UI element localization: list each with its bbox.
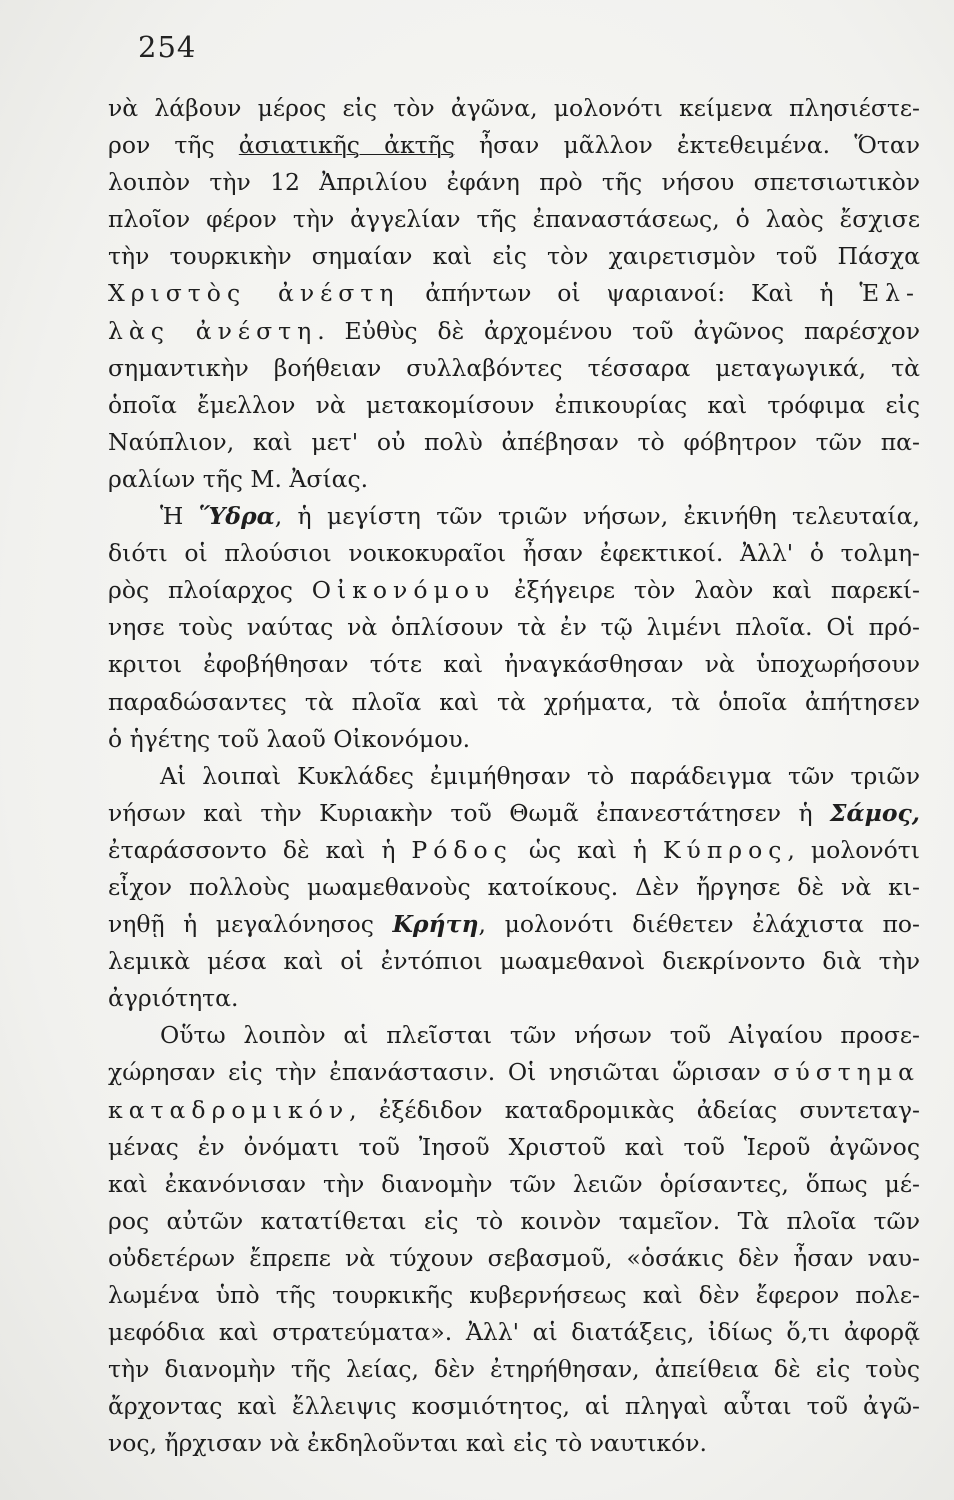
text-line xyxy=(108,869,920,906)
text-segment: ἀγριότητα. xyxy=(108,984,239,1013)
text-line xyxy=(108,424,920,461)
text-segment: λὰς ἀνέστη xyxy=(108,316,318,345)
text-segment: ρος αὐτῶν κατατίθεται εἰς τὸ κοινὸν ταμεῖον. Τὰ πλοῖα τῶν xyxy=(108,1206,920,1235)
text-segment: ἐταράσσοντο δὲ καὶ ἡ xyxy=(108,835,412,864)
text-line xyxy=(108,238,920,275)
text-line xyxy=(108,943,920,980)
text-line xyxy=(108,1092,920,1129)
text-segment: ρον τῆς xyxy=(108,131,239,160)
page-number: 254 xyxy=(138,30,197,64)
text-segment: ὡς καὶ ἡ xyxy=(512,835,663,864)
text-line xyxy=(108,1017,920,1054)
text-line xyxy=(108,646,920,683)
body-text xyxy=(108,90,920,1462)
text-segment: Κρήτη xyxy=(392,910,479,939)
text-segment: ὁποῖα ἔμελλον νὰ μετακομίσουν ἐπικουρίας καὶ τρόφιμα εἰς xyxy=(108,390,920,419)
text-segment: ἦσαν μᾶλλον ἐκτεθειμένα. Ὅταν xyxy=(454,131,920,160)
text-segment: πλοῖον φέρον τὴν ἀγγελίαν τῆς ἐπαναστάσεως, ὁ λαὸς ἔσχισε xyxy=(108,205,920,234)
text-line xyxy=(108,164,920,201)
text-line xyxy=(108,1314,920,1351)
text-segment: ραλίων τῆς Μ. Ἀσίας. xyxy=(108,464,369,493)
text-segment: Οὕτω λοιπὸν αἱ πλεῖσται τῶν νήσων τοῦ Αἰγαίου προσε- xyxy=(160,1021,920,1050)
text-line xyxy=(108,832,920,869)
text-segment: Ρόδος xyxy=(411,835,513,864)
text-segment: , μολονότι xyxy=(787,835,920,864)
text-line xyxy=(108,684,920,721)
text-segment: νησε τοὺς ναύτας νὰ ὁπλίσουν τὰ ἐν τῷ λιμένι πλοῖα. Οἱ πρό- xyxy=(108,613,920,642)
text-segment: Οἰκονόμου xyxy=(311,576,496,605)
text-segment: Ναύπλιον, καὶ μετ' οὐ πολὺ ἀπέβησαν τὸ φόβητρον τῶν πα- xyxy=(108,427,920,456)
text-line xyxy=(108,609,920,646)
text-line xyxy=(108,90,920,127)
text-segment: τὴν τουρκικὴν σημαίαν καὶ εἰς τὸν χαιρετισμὸν τοῦ Πάσχα xyxy=(108,242,920,271)
text-line xyxy=(108,1054,920,1091)
text-segment: λωμένα ὑπὸ τῆς τουρκικῆς κυβερνήσεως καὶ δὲν ἔφερον πολε- xyxy=(108,1281,920,1309)
text-segment: , ἡ μεγίστη τῶν τριῶν νήσων, ἐκινήθη τελευταία, xyxy=(274,502,920,531)
text-segment: . Εὐθὺς δὲ ἀρχομένου τοῦ ἀγῶνος παρέσχον xyxy=(317,316,920,345)
text-line xyxy=(108,498,920,535)
text-line xyxy=(108,1240,920,1277)
text-line xyxy=(108,980,920,1017)
text-segment: ἀσιατικῆς ἀκτῆς xyxy=(238,131,455,160)
text-segment: ρὸς πλοίαρχος xyxy=(108,576,312,605)
text-line xyxy=(108,1425,920,1462)
text-segment: ἄρχοντας καὶ ἔλλειψις κοσμιότητος, αἱ πληγαὶ αὗται τοῦ ἀγῶ- xyxy=(108,1392,920,1421)
text-segment: λεμικὰ μέσα καὶ οἱ ἐντόπιοι μωαμεθανοὶ διεκρίνοντο διὰ τὴν xyxy=(108,947,920,976)
text-segment: , μολονότι διέθετεν ἐλάχιστα πο- xyxy=(478,910,920,939)
text-line xyxy=(108,127,920,164)
text-segment: μένας ἐν ὀνόματι τοῦ Ἰησοῦ Χριστοῦ καὶ τοῦ Ἱεροῦ ἀγῶνος xyxy=(108,1132,920,1161)
text-line xyxy=(108,721,920,758)
text-line xyxy=(108,1203,920,1240)
text-segment: Ὕδρα xyxy=(198,502,275,531)
text-segment: παραδώσαντες τὰ πλοῖα καὶ τὰ χρήματα, τὰ ὁποῖα ἀπήτησεν xyxy=(108,687,920,716)
text-line xyxy=(108,535,920,572)
text-segment: νηθῇ ἡ μεγαλόνησος xyxy=(108,910,393,939)
text-line xyxy=(108,758,920,795)
text-line xyxy=(108,1166,920,1203)
text-segment: Κύπρος xyxy=(663,835,788,864)
text-segment: νὰ λάβουν μέρος εἰς τὸν ἀγῶνα, μολονότι κείμενα πλησιέστε- xyxy=(108,94,920,122)
text-line xyxy=(108,906,920,943)
text-segment: Αἱ λοιπαὶ Κυκλάδες ἐμιμήθησαν τὸ παράδειγμα τῶν τριῶν xyxy=(160,761,920,790)
text-segment: Ἑλ- xyxy=(859,279,920,308)
text-line xyxy=(108,350,920,387)
text-line xyxy=(108,387,920,424)
text-segment: ἀπήντων οἱ ψαριανοί: Καὶ ἡ xyxy=(399,279,860,308)
text-line xyxy=(108,1129,920,1166)
text-segment: ὁ ἡγέτης τοῦ λαοῦ Οἰκονόμου. xyxy=(108,724,471,753)
text-segment: διότι οἱ πλούσιοι νοικοκυραῖοι ἦσαν ἐφεκτικοί. Ἀλλ' ὁ τολμη- xyxy=(108,539,920,568)
text-segment: χώρησαν εἰς τὴν ἐπανάστασιν. Οἱ νησιῶται ὥρισαν xyxy=(108,1058,774,1087)
text-segment: νήσων καὶ τὴν Κυριακὴν τοῦ Θωμᾶ ἐπανεστάτησεν ἡ xyxy=(108,798,830,827)
text-line xyxy=(108,795,920,832)
text-segment: κριτοι ἐφοβήθησαν τότε καὶ ἠναγκάσθησαν νὰ ὑποχωρήσουν xyxy=(108,650,920,679)
text-line xyxy=(108,313,920,350)
text-segment: Ἡ xyxy=(160,502,199,531)
text-segment: τὴν διανομὴν τῆς λείας, δὲν ἐτηρήθησαν, ἀπείθεια δὲ εἰς τοὺς xyxy=(108,1355,920,1384)
text-segment: , ἐξέδιδον καταδρομικὰς ἀδείας συντεταγ- xyxy=(349,1095,920,1124)
text-segment: καταδρομικόν xyxy=(108,1095,350,1124)
text-segment: μεφόδια καὶ στρατεύματα». Ἀλλ' αἱ διατάξεις, ἰδίως ὅ,τι ἀφορᾷ xyxy=(108,1318,920,1347)
text-segment: Χριστὸς ἀνέστη xyxy=(108,279,400,308)
text-line xyxy=(108,275,920,312)
text-segment: καὶ ἐκανόνισαν τὴν διανομὴν τῶν λειῶν ὁρίσαντες, ὅπως μέ- xyxy=(108,1169,920,1198)
text-segment: εἶχον πολλοὺς μωαμεθανοὺς κατοίκους. Δὲν ἤργησε δὲ νὰ κι- xyxy=(108,872,920,901)
text-line xyxy=(108,461,920,498)
text-line xyxy=(108,1388,920,1425)
text-segment: σύστημα xyxy=(773,1058,920,1087)
text-segment: σημαντικὴν βοήθειαν συλλαβόντες τέσσαρα μεταγωγικά, τὰ xyxy=(108,353,920,382)
text-line xyxy=(108,1351,920,1388)
text-segment: οὐδετέρων ἔπρεπε νὰ τύχουν σεβασμοῦ, «ὁσάκις δὲν ἦσαν ναυ- xyxy=(108,1243,920,1272)
text-segment: νος, ἤρχισαν νὰ ἐκδηλοῦνται καὶ εἰς τὸ ναυτικόν. xyxy=(108,1429,707,1458)
text-line xyxy=(108,572,920,609)
text-segment: ἐξήγειρε τὸν λαὸν καὶ παρεκί- xyxy=(495,576,920,605)
text-segment: Σάμος, xyxy=(829,798,920,827)
text-line xyxy=(108,1277,920,1314)
text-segment: λοιπὸν τὴν 12 Ἀπριλίου ἐφάνη πρὸ τῆς νήσου σπετσιωτικὸν xyxy=(108,168,920,197)
text-line xyxy=(108,201,920,238)
